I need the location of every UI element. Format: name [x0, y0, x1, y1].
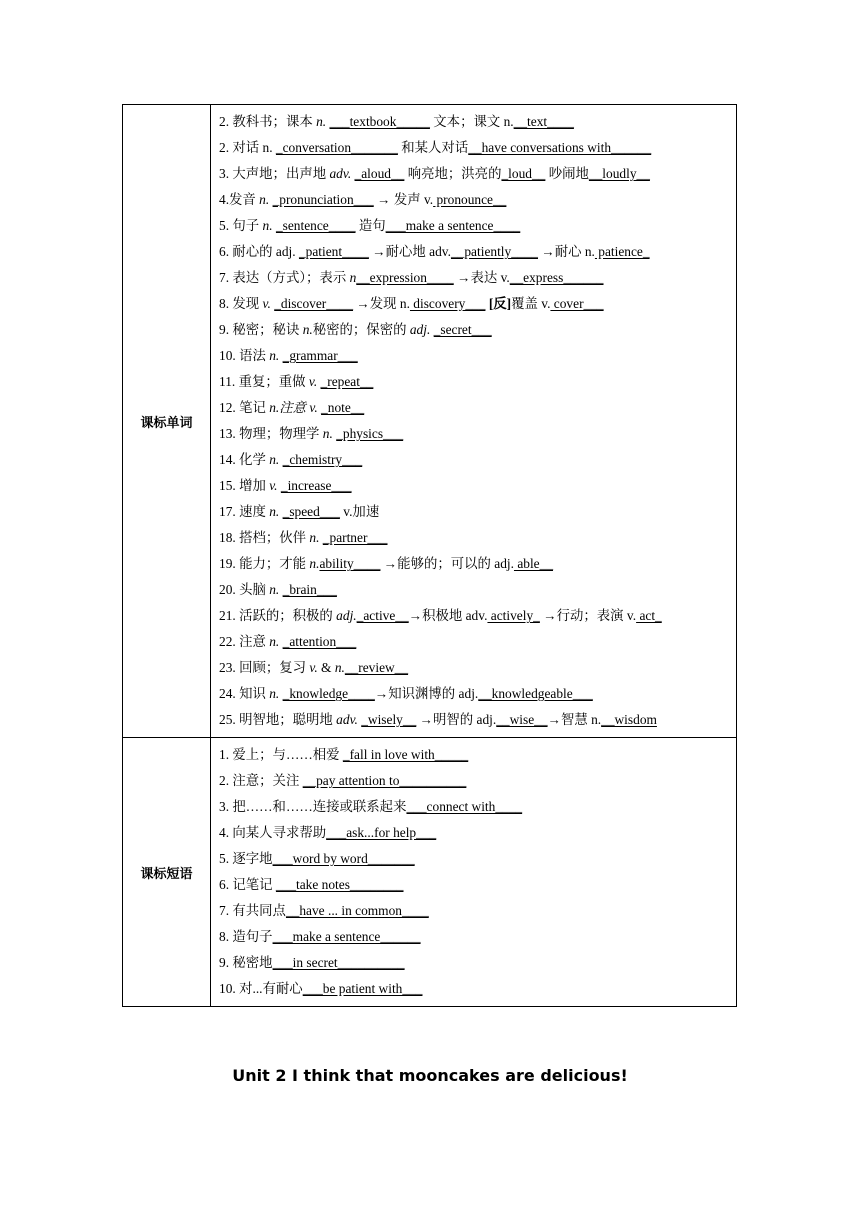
- answer-blank: _aloud__: [354, 166, 405, 181]
- entry-text: 文本；课文 n.: [429, 114, 514, 129]
- answer-blank: _loud__: [501, 166, 546, 181]
- entry-text: n.: [269, 348, 280, 363]
- vocab-entry: [219, 317, 732, 343]
- section-label-phrases: 课标短语: [123, 738, 211, 1007]
- entry-text: →明智的 adj.: [416, 712, 497, 727]
- entry-text: 6. 记笔记: [219, 877, 276, 892]
- entry-text: 8. 发现: [219, 296, 263, 311]
- answer-blank: __have ... in common____: [285, 903, 429, 918]
- entry-text: v.加速: [339, 504, 380, 519]
- vocab-entry: [219, 447, 732, 473]
- entry-text: n.: [334, 660, 345, 675]
- vocab-entry: [219, 499, 732, 525]
- answer-blank: __review__: [344, 660, 409, 675]
- vocab-entry: [219, 655, 732, 681]
- entry-text: 10. 语法: [219, 348, 270, 363]
- entry-text: 9. 秘密地: [219, 955, 273, 970]
- answer-blank: act_: [636, 608, 662, 623]
- answer-blank: _conversation_______: [275, 140, 398, 155]
- entry-text: n.: [322, 426, 333, 441]
- entry-text: 响亮地；洪亮的: [404, 166, 502, 181]
- answer-blank: __wisdom: [601, 712, 657, 727]
- entry-text: 9. 秘密；秘诀: [219, 322, 303, 337]
- section-label-vocab: 课标单词: [123, 105, 211, 738]
- entry-text: →行动；表演 v.: [539, 608, 637, 623]
- entry-text: n.: [269, 452, 280, 467]
- entry-text: 14. 化学: [219, 452, 270, 467]
- answer-blank: _sentence____: [275, 218, 356, 233]
- entry-text: 和某人对话: [397, 140, 469, 155]
- entry-text: v.: [269, 478, 278, 493]
- phrase-entry: [219, 872, 732, 898]
- phrase-entry: [219, 924, 732, 950]
- unit-heading: Unit 2 I think that mooncakes are delicious!: [232, 1066, 628, 1085]
- entry-text: 25. 明智地；聪明地: [219, 712, 337, 727]
- phrase-entry: [219, 768, 732, 794]
- entry-text: adv.: [336, 712, 358, 727]
- entry-text: →智慧 n.: [547, 712, 602, 727]
- entry-text: n.: [316, 114, 327, 129]
- entry-text: →表达 v.: [453, 270, 510, 285]
- entry-text: adj.: [336, 608, 357, 623]
- vocab-entry: [219, 551, 732, 577]
- entry-text: →发现 n.: [353, 296, 410, 311]
- vocab-entry: [219, 239, 732, 265]
- answer-blank: _partner___: [322, 530, 388, 545]
- entry-text: →耐心 n.: [538, 244, 595, 259]
- entry-text: n.: [262, 218, 273, 233]
- vocab-entry: [219, 187, 732, 213]
- entry-text: 22. 注意: [219, 634, 270, 649]
- entry-text: 24. 知识: [219, 686, 270, 701]
- entry-text: 10. 对...有耐心: [219, 981, 303, 996]
- phrase-entry: [219, 950, 732, 976]
- vocab-entry: [219, 473, 732, 499]
- answer-blank: __loudly__: [588, 166, 650, 181]
- entry-text: 2. 教科书；课本: [219, 114, 317, 129]
- vocab-entry: [219, 707, 732, 733]
- entry-text: n.: [269, 634, 280, 649]
- answer-blank: _discover____: [274, 296, 354, 311]
- entry-text: 1. 爱上；与……相爱: [219, 747, 343, 762]
- entry-text: 吵闹地: [545, 166, 589, 181]
- entry-text: 4. 向某人寻求帮助: [219, 825, 327, 840]
- entry-text: [反]: [488, 296, 512, 311]
- answer-blank: _repeat__: [320, 374, 374, 389]
- phrase-entry: [219, 794, 732, 820]
- entry-text: 5. 逐字地: [219, 851, 273, 866]
- entry-text: →知识渊博的 adj.: [374, 686, 479, 701]
- answer-blank: __have conversations with______: [468, 140, 652, 155]
- vocab-lines: [211, 105, 737, 738]
- entry-text: 2. 注意；关注: [219, 773, 303, 788]
- answer-blank: __knowledgeable___: [478, 686, 593, 701]
- vocab-entry: [219, 603, 732, 629]
- entry-text: 2. 对话 n.: [219, 140, 276, 155]
- answer-blank: _note__: [321, 400, 365, 415]
- answer-blank: _active__: [356, 608, 409, 623]
- phrase-section: [123, 738, 737, 1007]
- entry-text: 8. 造句子: [219, 929, 273, 944]
- answer-blank: __pay attention to__________: [302, 773, 467, 788]
- vocab-entry: [219, 291, 732, 317]
- entry-text: n.: [259, 192, 270, 207]
- answer-blank: ___take notes________: [275, 877, 404, 892]
- entry-text: v.: [308, 374, 318, 389]
- entry-text: n: [349, 270, 357, 285]
- vocab-entry: [219, 135, 732, 161]
- answer-blank: _chemistry___: [282, 452, 363, 467]
- entry-text: 19. 能力；才能: [219, 556, 310, 571]
- answer-blank: _patient____: [298, 244, 369, 259]
- answer-blank: _fall in love with_____: [342, 747, 469, 762]
- phrase-entry: [219, 898, 732, 924]
- entry-text: 3. 大声地；出声地: [219, 166, 330, 181]
- phrase-entry: [219, 976, 732, 1002]
- entry-text: adv.: [329, 166, 352, 181]
- answer-blank: ___in secret__________: [272, 955, 405, 970]
- phrase-entry: [219, 820, 732, 846]
- entry-text: 15. 增加: [219, 478, 270, 493]
- entry-text: 造句: [355, 218, 386, 233]
- entry-text: 23. 回顾；复习: [219, 660, 310, 675]
- vocabulary-sheet: [122, 104, 737, 1007]
- answer-blank: patience_: [594, 244, 650, 259]
- entry-text: 21. 活跃的；积极的: [219, 608, 337, 623]
- entry-text: →积极地 adv.: [408, 608, 488, 623]
- vocab-entry: [219, 525, 732, 551]
- answer-blank: _physics___: [336, 426, 404, 441]
- answer-blank: actively_: [487, 608, 540, 623]
- answer-blank: ___be patient with___: [302, 981, 423, 996]
- phrase-entry: [219, 742, 732, 768]
- answer-blank: _speed___: [282, 504, 340, 519]
- answer-blank: ___make a sentence______: [272, 929, 421, 944]
- entry-text: 覆盖 v.: [511, 296, 551, 311]
- entry-text: 秘密的；保密的: [312, 322, 410, 337]
- answer-blank: _knowledge____: [282, 686, 375, 701]
- answer-blank: _increase___: [280, 478, 352, 493]
- answer-blank: ability____: [319, 556, 381, 571]
- entry-text: adj.: [409, 322, 431, 337]
- answer-blank: _brain___: [282, 582, 337, 597]
- vocab-entry: [219, 577, 732, 603]
- vocab-table: [122, 104, 737, 1007]
- entry-text: 13. 物理；物理学: [219, 426, 323, 441]
- entry-text: 17. 速度: [219, 504, 270, 519]
- vocab-entry: [219, 265, 732, 291]
- entry-text: n.: [309, 556, 320, 571]
- entry-text: → 发声 v.: [373, 192, 434, 207]
- answer-blank: ___word by word_______: [272, 851, 415, 866]
- entry-text: 11. 重复；重做: [219, 374, 309, 389]
- entry-text: 12. 笔记: [219, 400, 270, 415]
- answer-blank: _grammar___: [282, 348, 358, 363]
- answer-blank: ___textbook_____: [329, 114, 430, 129]
- entry-text: n.: [302, 322, 313, 337]
- answer-blank: ___connect with____: [406, 799, 523, 814]
- vocab-entry: [219, 681, 732, 707]
- entry-text: 7. 表达（方式）；表示: [219, 270, 350, 285]
- answer-blank: __patiently____: [450, 244, 538, 259]
- answer-blank: able__: [513, 556, 554, 571]
- phrase-entry: [219, 846, 732, 872]
- answer-blank: cover___: [550, 296, 604, 311]
- vocab-entry: [219, 161, 732, 187]
- answer-blank: __wise__: [496, 712, 548, 727]
- entry-text: →耐心地 adv.: [368, 244, 451, 259]
- vocab-entry: [219, 369, 732, 395]
- answer-blank: ___make a sentence____: [385, 218, 521, 233]
- entry-text: 4.发音: [219, 192, 260, 207]
- entry-text: n.: [309, 530, 320, 545]
- phrase-lines: [211, 738, 737, 1007]
- vocab-entry: [219, 109, 732, 135]
- entry-text: 7. 有共同点: [219, 903, 286, 918]
- entry-text: &: [317, 660, 335, 675]
- answer-blank: _wisely__: [361, 712, 417, 727]
- entry-text: n.: [269, 686, 280, 701]
- entry-text: 3. 把……和……连接或联系起来: [219, 799, 407, 814]
- answer-blank: _secret___: [433, 322, 492, 337]
- answer-blank: __expression____: [356, 270, 454, 285]
- vocab-entry: [219, 343, 732, 369]
- answer-blank: _pronunciation___: [272, 192, 374, 207]
- answer-blank: pronounce__: [433, 192, 507, 207]
- vocab-entry: [219, 629, 732, 655]
- entry-text: 5. 句子: [219, 218, 263, 233]
- entry-text: →能够的；可以的 adj.: [380, 556, 514, 571]
- entry-text: 20. 头脑: [219, 582, 270, 597]
- entry-text: v.: [262, 296, 271, 311]
- entry-text: n.注意 v.: [269, 400, 318, 415]
- answer-blank: ___ask...for help___: [326, 825, 437, 840]
- entry-text: n.: [269, 582, 280, 597]
- answer-blank: discovery___: [409, 296, 486, 311]
- entry-text: v.: [309, 660, 318, 675]
- entry-text: n.: [269, 504, 280, 519]
- answer-blank: __text____: [513, 114, 574, 129]
- vocab-entry: [219, 421, 732, 447]
- entry-text: 18. 搭档；伙伴: [219, 530, 310, 545]
- vocab-entry: [219, 213, 732, 239]
- answer-blank: __express______: [509, 270, 604, 285]
- entry-text: 6. 耐心的 adj.: [219, 244, 299, 259]
- vocab-section: [123, 105, 737, 738]
- vocab-entry: [219, 395, 732, 421]
- answer-blank: _attention___: [282, 634, 357, 649]
